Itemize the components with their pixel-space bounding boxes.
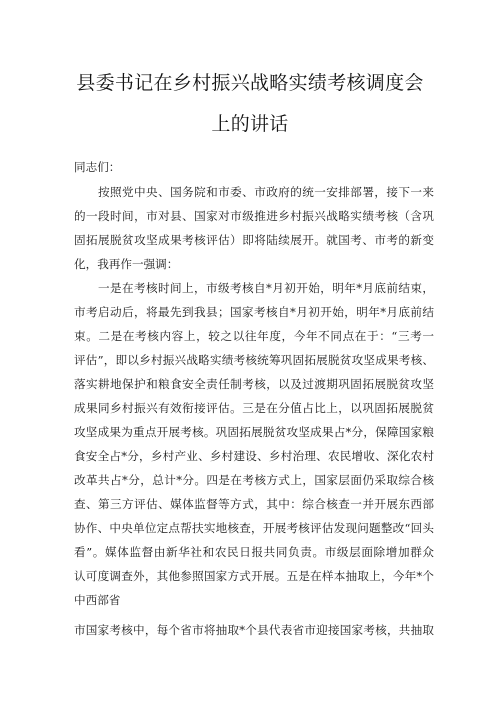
salutation: 同志们： [74, 160, 121, 174]
body-line: 化，我再作一强调： [74, 257, 179, 271]
body-line: 市国家考核中，每个省市将抽取*个县代表省市迎接国家考核，共抽取 [74, 623, 434, 637]
body-line: 查、第三方评估、媒体监督等方式，其中：综合核查一并开展东西部 [74, 497, 434, 511]
body-line: 市考启动后，将最先到我县；国家考核自*月初开始，明年*月底前结 [74, 305, 434, 319]
document-title-line-1: 县委书记在乡村振兴战略实绩考核调度会 [76, 72, 424, 94]
body-line: 固拓展脱贫攻坚成果考核评估）即将陆续展开。就国考、市考的新变 [74, 233, 434, 247]
body-line: 中西部省 [74, 593, 121, 607]
body-line: 协作、中央单位定点帮扶实地核查，开展考核评估发现问题整改“回头 [74, 521, 434, 535]
document-title-line-2: 上的讲话 [211, 113, 289, 135]
body-line: 成果同乡村振兴有效衔接评估。三是在分值占比上，以巩固拓展脱贫 [74, 401, 434, 415]
body-line: 食安全占*分，乡村产业、乡村建设、乡村治理、农民增收、深化农村 [74, 449, 434, 463]
body-line: 的一段时间，市对县、国家对市级推进乡村振兴战略实绩考核（含巩 [74, 209, 434, 223]
body-line: 改革共占*分，总计*分。四是在考核方式上，国家层面仍采取综合核 [74, 473, 434, 487]
body-line: 看”。媒体监督由新华社和农民日报共同负责。市级层面除增加群众 [74, 545, 434, 559]
body-line: 攻坚成果为重点开展考核。巩固拓展脱贫攻坚成果占*分，保障国家粮 [74, 425, 434, 439]
body-line: 束。二是在考核内容上，较之以往年度，今年不同点在于：“三考一 [74, 329, 434, 343]
body-line: 一是在考核时间上，市级考核自*月初开始，明年*月底前结束， [98, 281, 434, 295]
body-line: 按照党中央、国务院和市委、市政府的统一安排部署，接下一来 [98, 185, 434, 199]
body-line: 落实耕地保护和粮食安全责任制考核，以及过渡期巩固拓展脱贫攻坚 [74, 377, 434, 391]
body-line: 评估”，即以乡村振兴战略实绩考核统筹巩固拓展脱贫攻坚成果考核、 [74, 353, 434, 367]
body-line: 认可度调查外，其他参照国家方式开展。五是在样本抽取上，今年*个 [74, 569, 434, 583]
